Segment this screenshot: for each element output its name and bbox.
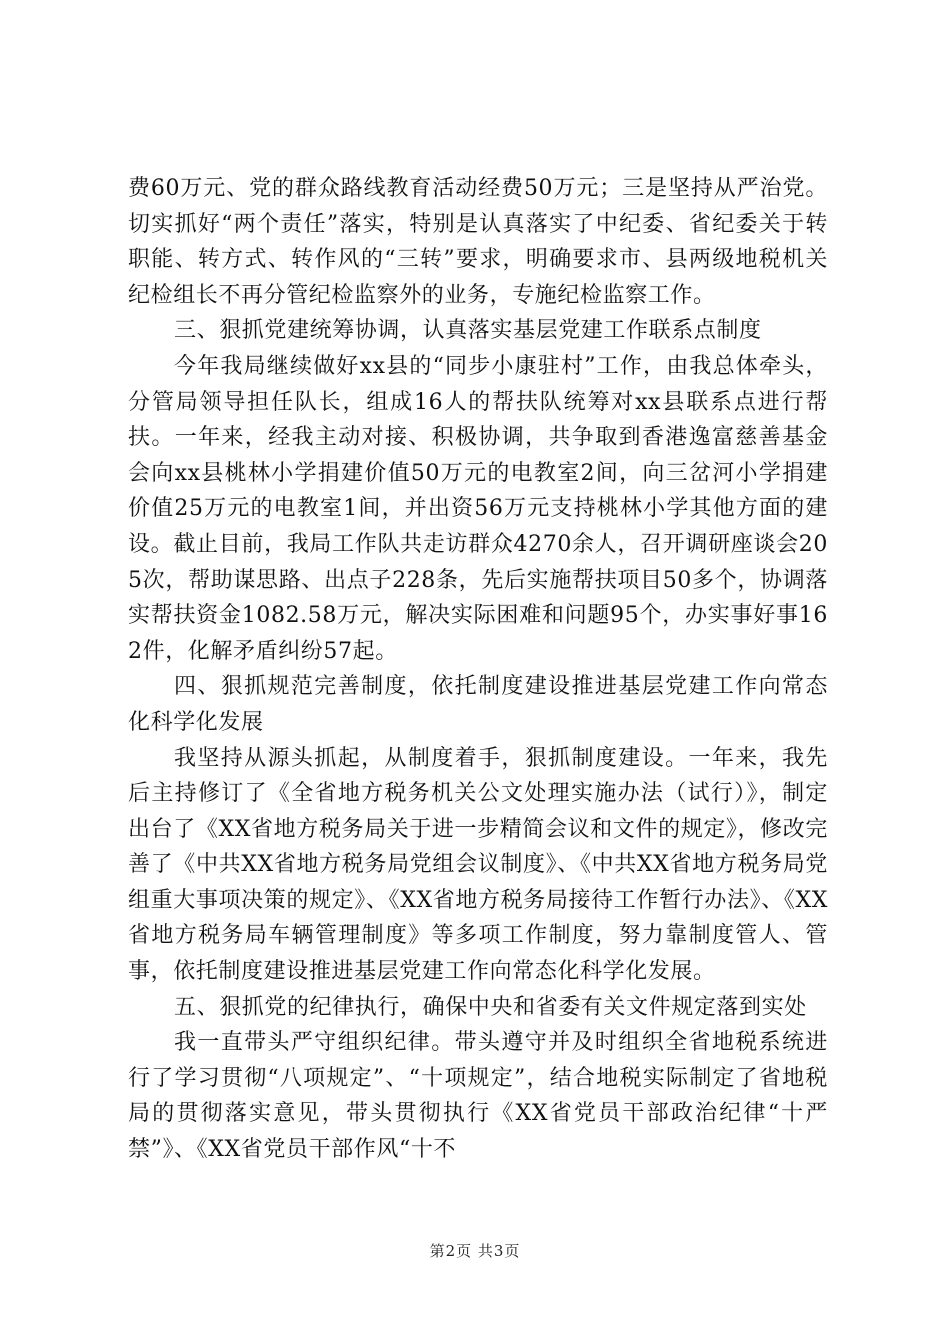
section-heading-5: 五、狠抓党的纪律执行，确保中央和省委有关文件规定落到实处: [174, 994, 807, 1020]
page-number-footer: 第2页 共3页: [429, 1242, 521, 1260]
paragraph-regulations: 我坚持从源头抓起，从制度着手，狠抓制度建设。一年来，我先后主持修订了《全省地方税务机关公文处理实施办法（试行）》，制定出台了《XX省地方税务局关于进一步精简会议和文件的规定》，修改完善了《中共XX省地方税务局党组会议制度》、《中共XX省地方税务局党组重大事项决策的规定》、《XX省地方税务局接待工作暂行办法》、《XX省地方税务局车辆管理制度》等多项工作制度，努力靠制度管人、管事，依托制度建设推进基层党建工作向常态化科学化发展。: [128, 745, 828, 985]
paragraph-discipline: 我一直带头严守组织纪律。带头遵守并及时组织全省地税系统进行了学习贯彻“八项规定”、“十项规定”，结合地税实际制定了省地税局的贯彻落实意见，带头贯彻执行《XX省党员干部政治纪律“十严禁”》、《XX省党员干部作风“十不: [128, 1030, 828, 1163]
paragraph-poverty-relief: 今年我局继续做好xx县的“同步小康驻村”工作，由我总体牵头，分管局领导担任队长，组成16人的帮扶队统筹对xx县联系点进行帮扶。一年来，经我主动对接、积极协调，共争取到香港逸富慈善基金会向xx县桃林小学捐建价值50万元的电教室2间，向三岔河小学捐建价值25万元的电教室1间，并出资56万元支持桃林小学其他方面的建设。截止目前，我局工作队共走访群众4270余人，召开调研座谈会205次，帮助谋思路、出点子228条，先后实施帮扶项目50多个，协调落实帮扶资金1082.58万元，解决实际困难和问题95个，办实事好事162件，化解矛盾纠纷57起。: [128, 353, 828, 664]
paragraph-continuation: 费60万元、党的群众路线教育活动经费50万元；三是坚持从严治党。切实抓好“两个责任”落实，特别是认真落实了中纪委、省纪委关于转职能、转方式、转作风的“三转”要求，明确要求市、县两级地税机关纪检组长不再分管纪检监察外的业务，专施纪检监察工作。: [128, 176, 828, 308]
document-body: [128, 171, 828, 1168]
section-heading-4: 四、狠抓规范完善制度，依托制度建设推进基层党建工作向常态化科学化发展: [128, 674, 828, 735]
section-heading-3: 三、狠抓党建统筹协调，认真落实基层党建工作联系点制度: [174, 318, 762, 344]
